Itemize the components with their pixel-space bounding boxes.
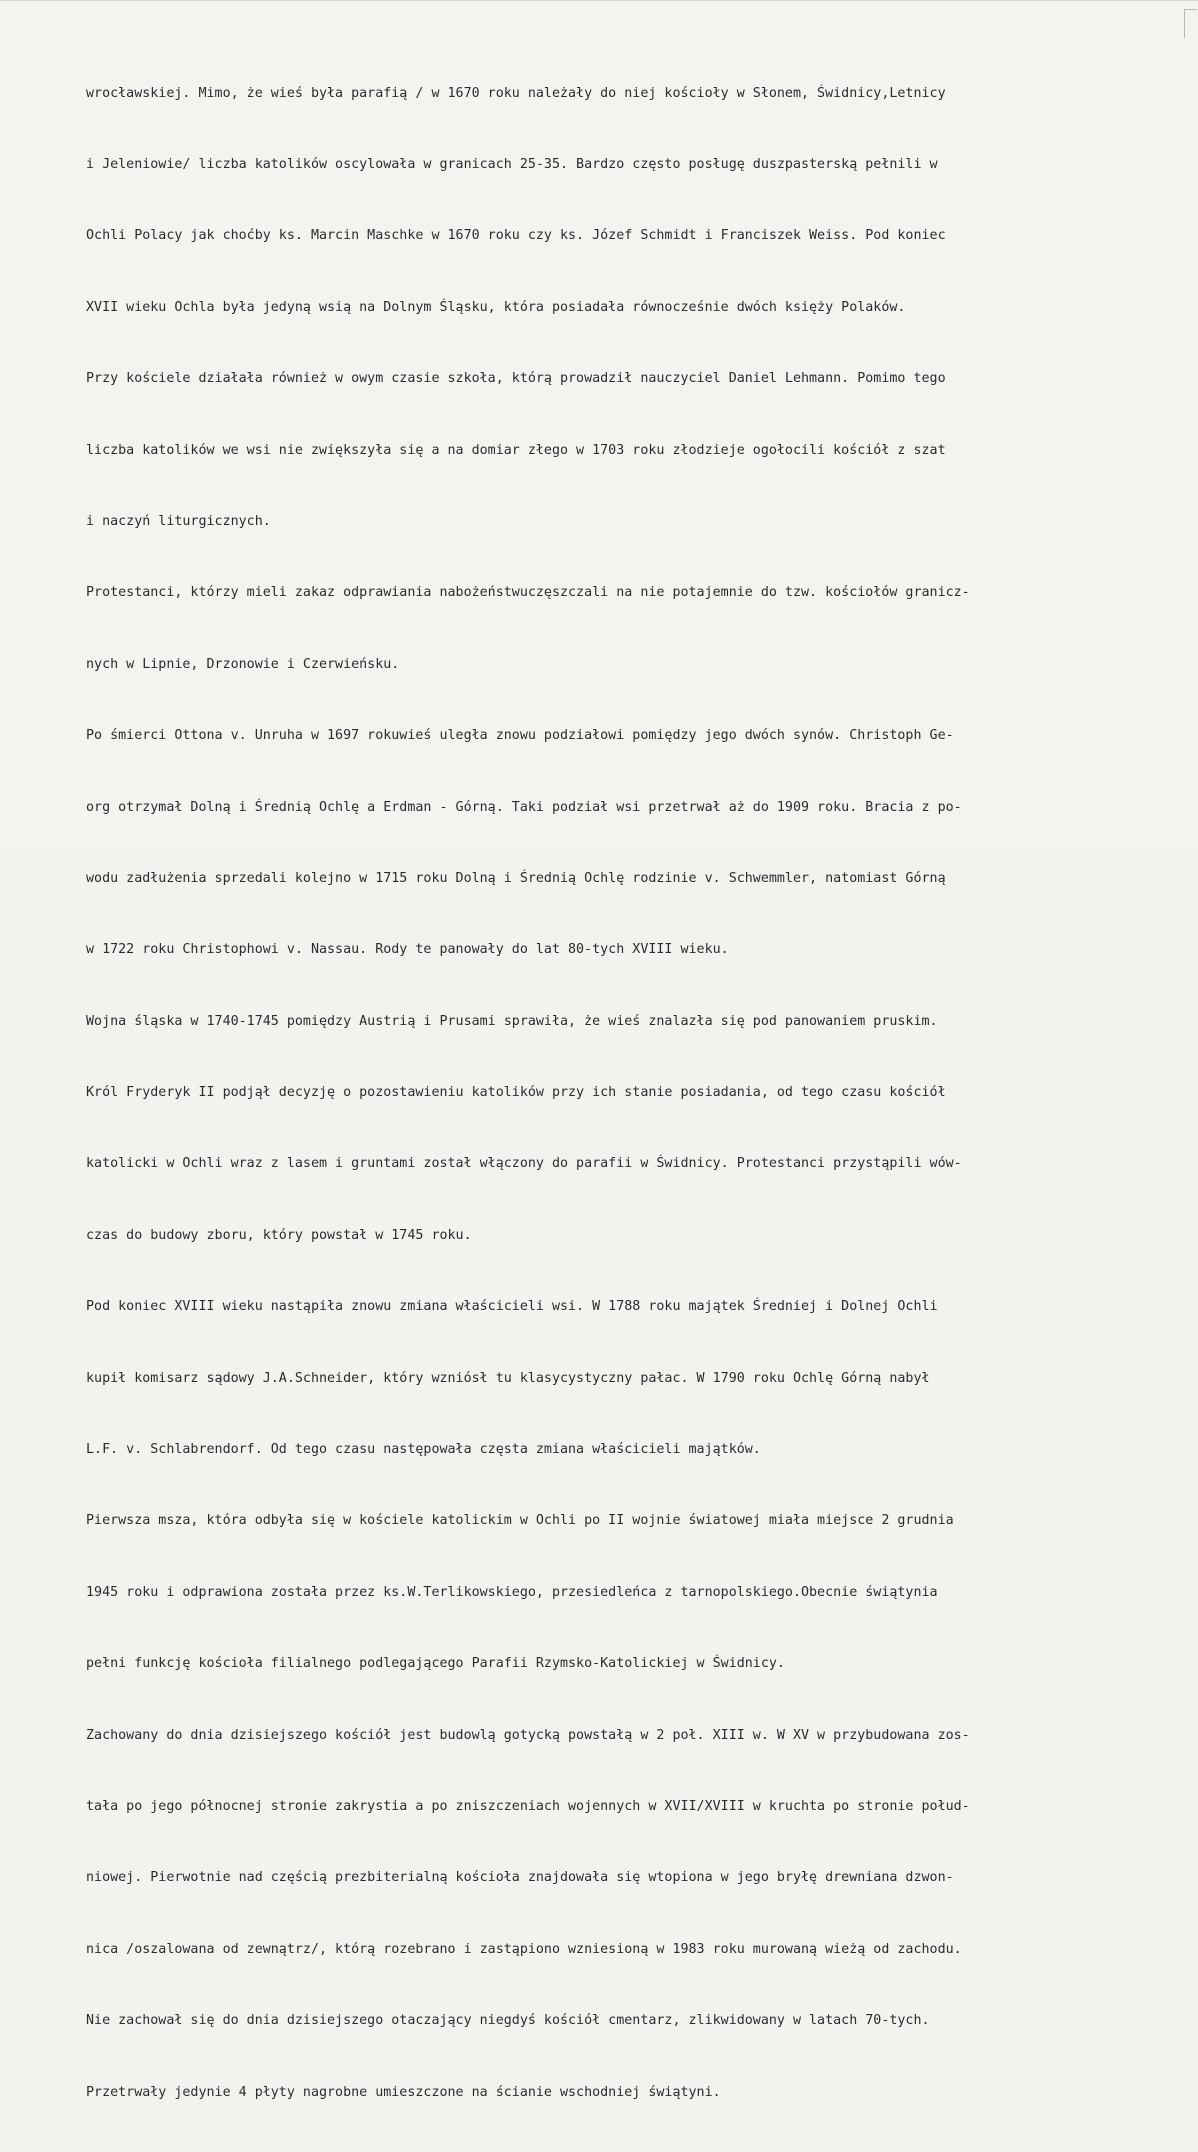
text-line: wrocławskiej. Mimo, że wieś była parafią / w 1670 roku należały do niej kościoły w Słonem, Świdnicy,Letnicy [86,85,946,101]
text-line: org otrzymał Dolną i Średnią Ochlę a Erdman - Górną. Taki podział wsi przetrwał aż do 1909 roku. Bracia z po- [86,799,962,815]
text-line: XVII wieku Ochla była jedyną wsią na Dolnym Śląsku, która posiadała równocześnie dwóch księży Polaków. [86,299,906,315]
text-line: Zachowany do dnia dzisiejszego kościół jest budowlą gotycką powstałą w 2 poł. XIII w. W XV w przybudowana zos- [86,1727,970,1743]
text-line: i Jeleniowie/ liczba katolików oscylowała w granicach 25-35. Bardzo często posługę duszpasterską pełnili w [86,156,938,172]
text-line: i naczyń liturgicznych. [86,513,271,529]
text-line: w 1722 roku Christophowi v. Nassau. Rody te panowały do lat 80-tych XVIII wieku. [86,942,729,958]
text-line: Przy kościele działała również w owym czasie szkoła, którą prowadził nauczyciel Daniel Lehmann. Pomimo tego [86,371,946,387]
text-line: Przetrwały jedynie 4 płyty nagrobne umieszczone na ścianie wschodniej świątyni. [86,2084,721,2100]
text-line: Po śmierci Ottona v. Unruha w 1697 rokuwieś uległa znowu podziałowi pomiędzy jego dwóch synów. Christoph Ge- [86,728,954,744]
text-line: wodu zadłużenia sprzedali kolejno w 1715 roku Dolną i Średnią Ochlę rodzinie v. Schwemmler, natomiast Górną [86,870,946,886]
text-line: liczba katolików we wsi nie zwiększyła się a na domiar złego w 1703 roku złodzieje ogołocili kościół z szat [86,442,946,458]
text-line: Protestanci, którzy mieli zakaz odprawiania nabożeństwuczęszczali na nie potajemnie do tzw. kościołów granicz- [86,585,970,601]
text-line: Pod koniec XVIII wieku nastąpiła znowu zmiana właścicieli wsi. W 1788 roku majątek Średniej i Dolnej Ochli [86,1299,938,1315]
text-line: Nie zachował się do dnia dzisiejszego otaczający niegdyś kościół cmentarz, zlikwidowany w latach 70-tych. [86,2013,930,2029]
text-line: nica /oszalowana od zewnątrz/, którą rozebrano i zastąpiono wzniesioną w 1983 roku murowaną wieżą od zachodu. [86,1941,962,1957]
text-line: kupił komisarz sądowy J.A.Schneider, który wzniósł tu klasycystyczny pałac. W 1790 roku Ochlę Górną nabył [86,1370,930,1386]
text-line: nych w Lipnie, Drzonowie i Czerwieńsku. [86,656,400,672]
typewritten-text-body [86,34,1186,2152]
text-line: Ochli Polacy jak choćby ks. Marcin Maschke w 1670 roku czy ks. Józef Schmidt i Franciszek Weiss. Pod koniec [86,228,946,244]
text-line: 1945 roku i odprawiona została przez ks.W.Terlikowskiego, przesiedleńca z tarnopolskiego.Obecnie świątynia [86,1584,938,1600]
text-line: Pierwsza msza, która odbyła się w kościele katolickim w Ochli po II wojnie światowej miała miejsce 2 grudnia [86,1513,954,1529]
text-line: L.F. v. Schlabrendorf. Od tego czasu następowała częsta zmiana właścicieli majątków. [86,1442,761,1458]
text-line: niowej. Pierwotnie nad częścią prezbiterialną kościoła znajdowała się wtopiona w jego bryłę drewniana dzwon- [86,1870,954,1886]
text-line: czas do budowy zboru, który powstał w 1745 roku. [86,1227,472,1243]
text-line: Król Fryderyk II podjął decyzję o pozostawieniu katolików przy ich stanie posiadania, od tego czasu kościół [86,1085,946,1101]
text-line: tała po jego północnej stronie zakrystia a po zniszczeniach wojennych w XVII/XVIII w kruchta po stronie połud- [86,1798,970,1814]
text-line: Wojna śląska w 1740-1745 pomiędzy Austrią i Prusami sprawiła, że wieś znalazła się pod panowaniem pruskim. [86,1013,938,1029]
text-line: pełni funkcję kościoła filialnego podlegającego Parafii Rzymsko-Katolickiej w Świdnicy. [86,1656,785,1672]
text-line: katolicki w Ochli wraz z lasem i gruntami został włączony do parafii w Świdnicy. Protestanci przystąpili wów- [86,1156,962,1172]
